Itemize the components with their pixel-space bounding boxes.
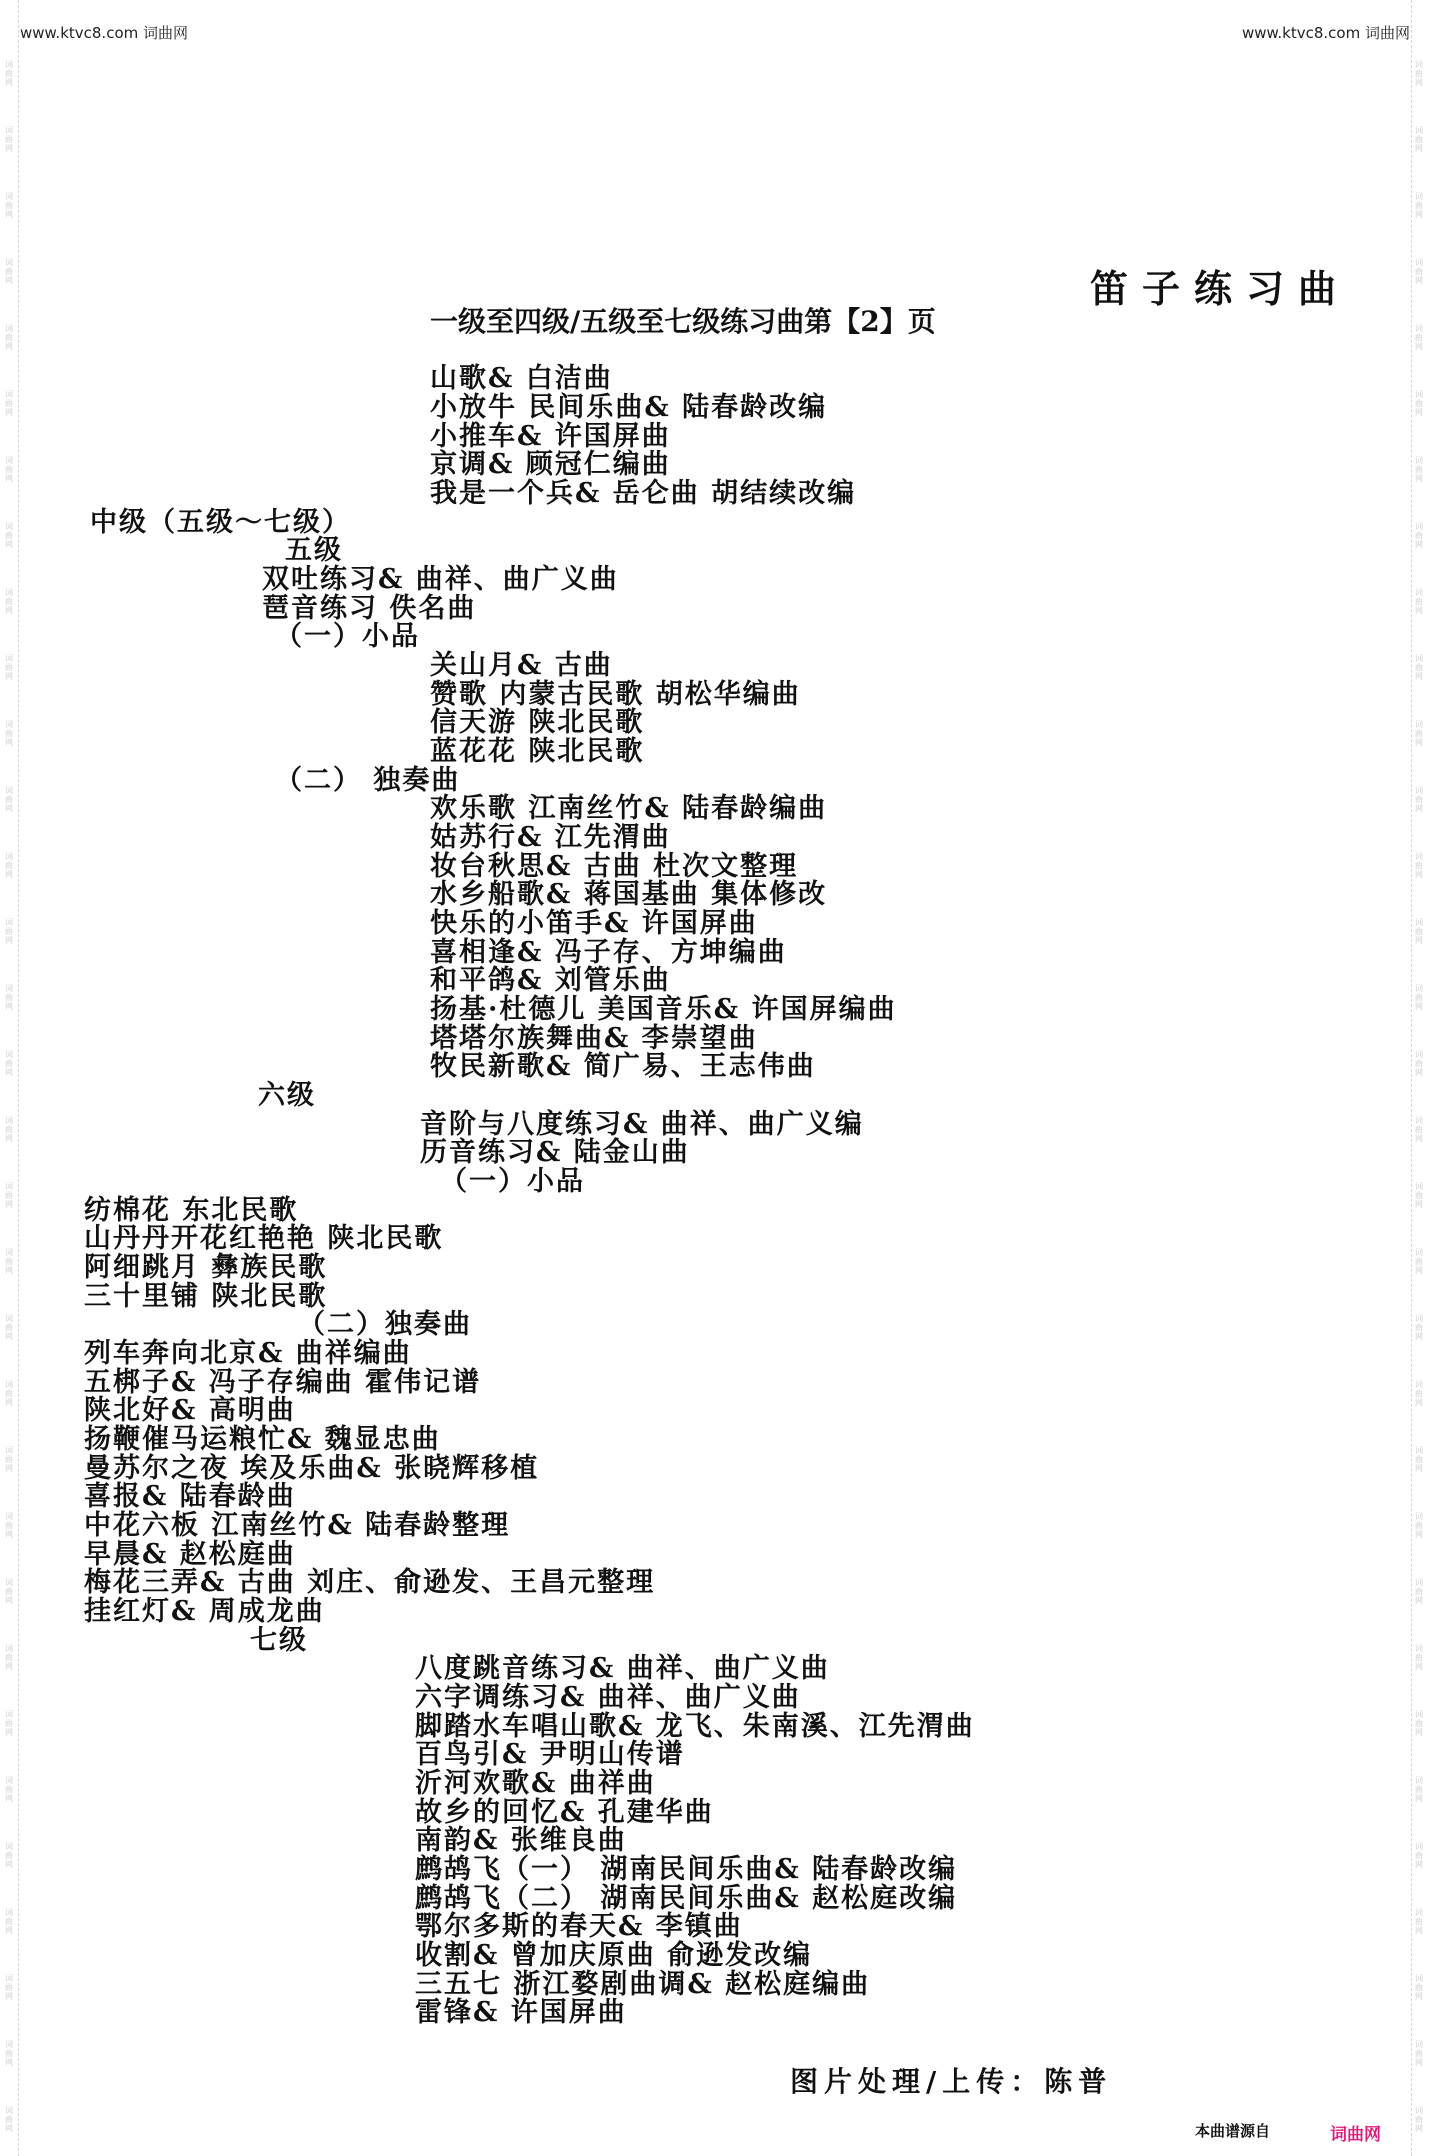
watermark-mark: 词 曲 网 <box>1415 984 1423 1011</box>
list-item: 姑苏行& 江先渭曲 <box>430 822 671 853</box>
list-item: 梅花三弄& 古曲 刘庄、俞逊发、王昌元整理 <box>84 1567 656 1598</box>
list-item: 沂河欢歌& 曲祥曲 <box>415 1768 656 1799</box>
watermark-mark: 词 曲 网 <box>5 522 13 549</box>
watermark-mark: 词 曲 网 <box>5 1182 13 1209</box>
watermark-mark: 词 曲 网 <box>5 588 13 615</box>
watermark-mark: 词 曲 网 <box>1415 720 1423 747</box>
header-url-right[interactable]: www.ktvc8.com 词曲网 <box>1241 24 1410 42</box>
watermark-mark: 词 曲 网 <box>5 1314 13 1341</box>
subsection-heading: （一）小品 <box>275 621 420 652</box>
page-subtitle: 一级至四级/五级至七级练习曲第【2】页 <box>430 305 936 338</box>
list-item: 六字调练习& 曲祥、曲广义曲 <box>415 1682 801 1713</box>
section-heading: 中级（五级～七级） <box>90 507 351 538</box>
list-item: 妆台秋思& 古曲 杜次文整理 <box>430 851 799 882</box>
watermark-mark: 词 曲 网 <box>1415 1116 1423 1143</box>
watermark-mark: 词 曲 网 <box>1415 60 1423 87</box>
watermark-mark: 词 曲 网 <box>5 324 13 351</box>
watermark-mark: 词 曲 网 <box>5 852 13 879</box>
list-item: 鹧鸪飞（一） 湖南民间乐曲& 陆春龄改编 <box>415 1854 958 1885</box>
list-item: 鄂尔多斯的春天& 李镇曲 <box>415 1911 743 1942</box>
list-item: 蓝花花 陕北民歌 <box>430 736 645 767</box>
footer-source-note: 本曲谱源自 <box>1195 2122 1271 2140</box>
list-item: 水乡船歌& 蒋国基曲 集体修改 <box>430 879 828 910</box>
list-item: 陕北好& 高明曲 <box>84 1395 296 1426</box>
watermark-mark: 词 曲 网 <box>1415 192 1423 219</box>
watermark-mark: 词 曲 网 <box>1415 1182 1423 1209</box>
list-item: 小推车& 许国屏曲 <box>430 421 671 452</box>
watermark-mark: 词 曲 网 <box>1415 2040 1423 2067</box>
watermark-mark: 词 曲 网 <box>5 258 13 285</box>
watermark-mark: 词 曲 网 <box>1415 1314 1423 1341</box>
watermark-mark: 词 曲 网 <box>5 1512 13 1539</box>
watermark-mark: 词 曲 网 <box>5 390 13 417</box>
list-item: 扬鞭催马运粮忙& 魏显忠曲 <box>84 1424 441 1455</box>
list-item: 和平鸽& 刘管乐曲 <box>430 965 671 996</box>
watermark-mark: 词 曲 网 <box>5 720 13 747</box>
watermark-mark: 词 曲 网 <box>1415 1512 1423 1539</box>
watermark-mark: 词 曲 网 <box>1415 1248 1423 1275</box>
level-heading: 五级 <box>285 535 343 566</box>
watermark-mark: 词 曲 网 <box>1415 1578 1423 1605</box>
watermark-mark: 词 曲 网 <box>1415 1710 1423 1737</box>
subsection-heading: （一）小品 <box>440 1166 585 1197</box>
list-item: 山歌& 白洁曲 <box>430 363 613 394</box>
watermark-mark: 词 曲 网 <box>1415 258 1423 285</box>
watermark-mark: 词 曲 网 <box>5 1644 13 1671</box>
watermark-mark: 词 曲 网 <box>1415 2106 1423 2133</box>
list-item: 扬基·杜德儿 美国音乐& 许国屏编曲 <box>430 994 897 1025</box>
watermark-mark: 词 曲 网 <box>5 984 13 1011</box>
level-heading: 六级 <box>258 1080 316 1111</box>
header-url-left[interactable]: www.ktvc8.com 词曲网 <box>20 24 189 42</box>
subsection-heading: （二）独奏曲 <box>298 1309 472 1340</box>
subsection-heading: （二） 独奏曲 <box>275 765 461 796</box>
list-item: 山丹丹开花红艳艳 陕北民歌 <box>84 1223 444 1254</box>
right-margin-strip <box>1411 0 1428 2156</box>
watermark-mark: 词 曲 网 <box>5 1578 13 1605</box>
watermark-mark: 词 曲 网 <box>1415 1644 1423 1671</box>
footer-brand-logo[interactable]: 词曲网 <box>1330 2125 1381 2145</box>
watermark-mark: 词 曲 网 <box>1415 588 1423 615</box>
watermark-mark: 词 曲 网 <box>5 1116 13 1143</box>
watermark-mark: 词 曲 网 <box>1415 126 1423 153</box>
list-item: 雷锋& 许国屏曲 <box>415 1997 627 2028</box>
list-item: 双吐练习& 曲祥、曲广义曲 <box>262 564 619 595</box>
watermark-mark: 词 曲 网 <box>5 1710 13 1737</box>
watermark-mark: 词 曲 网 <box>1415 390 1423 417</box>
list-item: 故乡的回忆& 孔建华曲 <box>415 1797 714 1828</box>
watermark-mark: 词 曲 网 <box>1415 324 1423 351</box>
page-title: 笛子练习曲 <box>1089 267 1350 311</box>
list-item: 阿细跳月 彝族民歌 <box>84 1252 328 1283</box>
level-heading: 七级 <box>250 1625 308 1656</box>
watermark-mark: 词 曲 网 <box>1415 852 1423 879</box>
list-item: 信天游 陕北民歌 <box>430 707 645 738</box>
list-item: 八度跳音练习& 曲祥、曲广义曲 <box>415 1653 830 1684</box>
watermark-mark: 词 曲 网 <box>1415 1974 1423 2001</box>
watermark-mark: 词 曲 网 <box>1415 1842 1423 1869</box>
watermark-mark: 词 曲 网 <box>1415 522 1423 549</box>
left-margin-strip <box>2 0 19 2156</box>
watermark-mark: 词 曲 网 <box>1415 456 1423 483</box>
list-item: 列车奔向北京& 曲祥编曲 <box>84 1338 412 1369</box>
list-item: 我是一个兵& 岳仑曲 胡结续改编 <box>430 478 857 509</box>
list-item: 南韵& 张维良曲 <box>415 1825 627 1856</box>
watermark-mark: 词 曲 网 <box>1415 1908 1423 1935</box>
watermark-mark: 词 曲 网 <box>5 2040 13 2067</box>
watermark-mark: 词 曲 网 <box>5 2106 13 2133</box>
list-item: 收割& 曾加庆原曲 俞逊发改编 <box>415 1940 813 1971</box>
watermark-mark: 词 曲 网 <box>5 1446 13 1473</box>
watermark-mark: 词 曲 网 <box>5 1842 13 1869</box>
list-item: 中花六板 江南丝竹& 陆春龄整理 <box>84 1510 511 1541</box>
list-item: 关山月& 古曲 <box>430 650 613 681</box>
list-item: 小放牛 民间乐曲& 陆春龄改编 <box>430 392 828 423</box>
watermark-mark: 词 曲 网 <box>5 60 13 87</box>
watermark-mark: 词 曲 网 <box>5 1248 13 1275</box>
list-item: 早晨& 赵松庭曲 <box>84 1539 296 1570</box>
watermark-mark: 词 曲 网 <box>5 1380 13 1407</box>
watermark-mark: 词 曲 网 <box>5 1050 13 1077</box>
watermark-mark: 词 曲 网 <box>1415 1776 1423 1803</box>
watermark-mark: 词 曲 网 <box>1415 1446 1423 1473</box>
list-item: 百鸟引& 尹明山传谱 <box>415 1739 685 1770</box>
list-item: 挂红灯& 周成龙曲 <box>84 1596 325 1627</box>
list-item: 鹧鸪飞（二） 湖南民间乐曲& 赵松庭改编 <box>415 1883 958 1914</box>
list-item: 琶音练习 佚名曲 <box>262 593 477 624</box>
watermark-mark: 词 曲 网 <box>5 1776 13 1803</box>
watermark-mark: 词 曲 网 <box>1415 1380 1423 1407</box>
list-item: 喜报& 陆春龄曲 <box>84 1481 296 1512</box>
watermark-mark: 词 曲 网 <box>5 1908 13 1935</box>
list-item: 欢乐歌 江南丝竹& 陆春龄编曲 <box>430 793 828 824</box>
watermark-mark: 词 曲 网 <box>1415 654 1423 681</box>
list-item: 五梆子& 冯子存编曲 霍伟记谱 <box>84 1367 482 1398</box>
list-item: 三五七 浙江婺剧曲调& 赵松庭编曲 <box>415 1969 871 2000</box>
watermark-mark: 词 曲 网 <box>5 654 13 681</box>
watermark-mark: 词 曲 网 <box>1415 918 1423 945</box>
list-item: 赞歌 内蒙古民歌 胡松华编曲 <box>430 679 801 710</box>
list-item: 塔塔尔族舞曲& 李崇望曲 <box>430 1023 758 1054</box>
watermark-mark: 词 曲 网 <box>5 456 13 483</box>
watermark-mark: 词 曲 网 <box>5 918 13 945</box>
list-item: 曼苏尔之夜 埃及乐曲& 张晓辉移植 <box>84 1453 540 1484</box>
list-item: 京调& 顾冠仁编曲 <box>430 449 671 480</box>
watermark-mark: 词 曲 网 <box>5 126 13 153</box>
list-item: 牧民新歌& 简广易、王志伟曲 <box>430 1051 816 1082</box>
watermark-mark: 词 曲 网 <box>1415 786 1423 813</box>
list-item: 音阶与八度练习& 曲祥、曲广义编 <box>420 1109 864 1140</box>
upload-credit: 图片处理/上传：陈普 <box>790 2065 1113 2098</box>
list-item: 脚踏水车唱山歌& 龙飞、朱南溪、江先渭曲 <box>415 1711 975 1742</box>
watermark-mark: 词 曲 网 <box>5 786 13 813</box>
list-item: 历音练习& 陆金山曲 <box>420 1137 690 1168</box>
list-item: 纺棉花 东北民歌 <box>84 1195 299 1226</box>
list-item: 三十里铺 陕北民歌 <box>84 1281 328 1312</box>
list-item: 喜相逢& 冯子存、方坤编曲 <box>430 937 787 968</box>
watermark-mark: 词 曲 网 <box>5 1974 13 2001</box>
watermark-mark: 词 曲 网 <box>5 192 13 219</box>
watermark-mark: 词 曲 网 <box>1415 1050 1423 1077</box>
list-item: 快乐的小笛手& 许国屏曲 <box>430 908 758 939</box>
